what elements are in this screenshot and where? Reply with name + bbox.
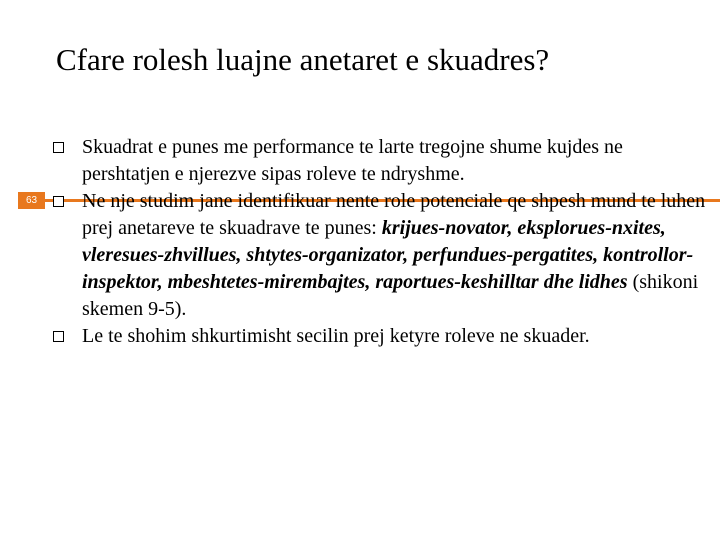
- roles-list: krijues-novator, eksplorues-nxites, vleresues-zhvillues, shtytes-organizator, perfundues-pergatites, kontrollor-inspektor, mbeshtetes-mirembajtes, raportues-keshilltar dhe lidhes: [82, 217, 694, 293]
- bullet-item: [50, 188, 710, 323]
- bullet-text-outro: (shikoni skemen 9-5).: [82, 271, 699, 320]
- slide-number: 63: [25, 195, 38, 206]
- square-bullet-icon: [53, 331, 64, 342]
- bullet-item: [50, 134, 710, 188]
- bullet-text: Skuadrat e punes me performance te larte tregojne shume kujdes ne pershtatjen e njerezve sipas roleve te ndryshme.: [82, 136, 623, 185]
- bullet-text-intro: Ne nje studim jane identifikuar nente role potenciale qe shpesh mund te luhen prej anetareve te skuadrave te punes:: [82, 190, 706, 239]
- square-bullet-icon: [53, 196, 64, 207]
- slide-title: Cfare rolesh luajne anetaret e skuadres?: [56, 42, 550, 77]
- bullet-item: [50, 323, 710, 350]
- square-bullet-icon: [53, 142, 64, 153]
- bullet-list: [50, 134, 710, 350]
- bullet-text: Le te shohim shkurtimisht secilin prej ketyre roleve ne skuader.: [82, 325, 590, 347]
